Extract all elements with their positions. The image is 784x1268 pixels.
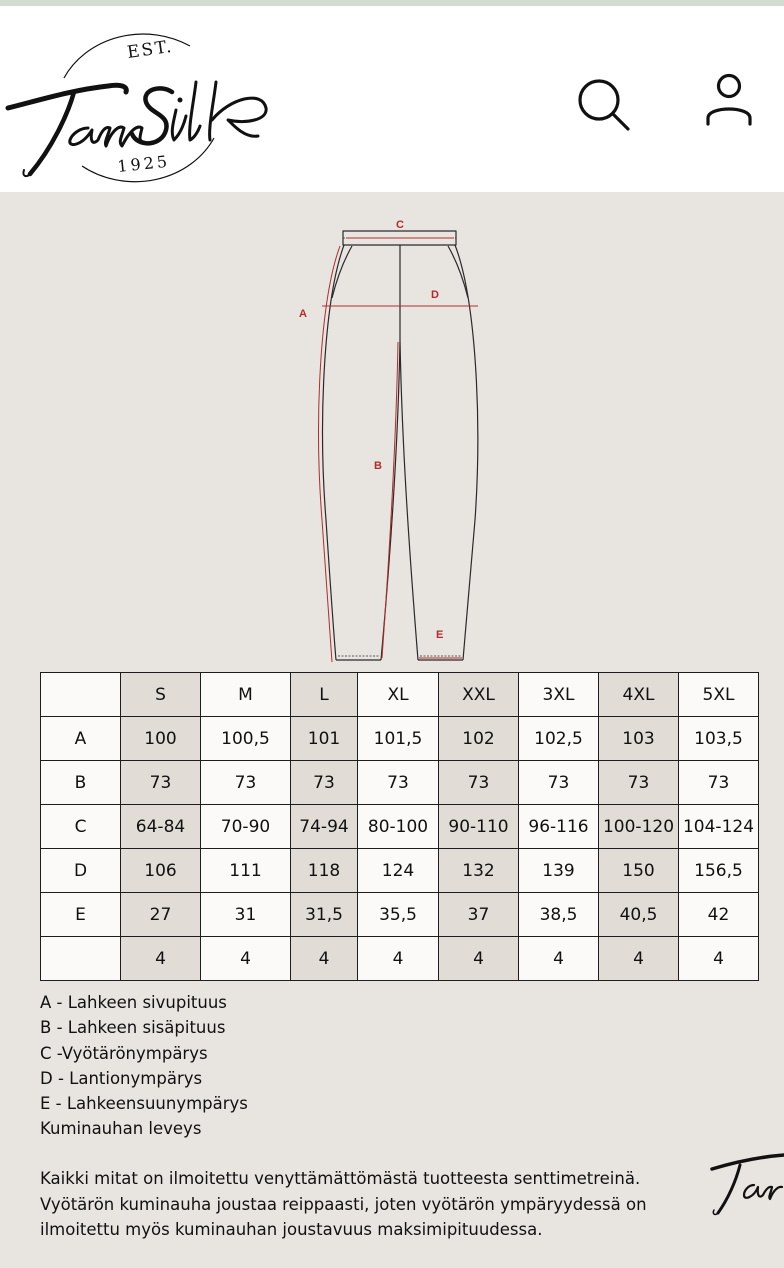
table-cell: 156,5 [679,849,759,893]
table-cell: 64-84 [121,805,201,849]
table-cell: 100 [121,717,201,761]
size-header-xl: XL [358,673,439,717]
pants-measurement-diagram [0,192,784,672]
table-row [41,717,759,761]
table-row [41,849,759,893]
table-cell: 27 [121,893,201,937]
table-cell: 102 [439,717,519,761]
table-cell: 139 [519,849,599,893]
table-cell: 132 [439,849,519,893]
table-cell: 74-94 [291,805,358,849]
table-cell: 80-100 [358,805,439,849]
table-cell: 73 [358,761,439,805]
table-cell: 90-110 [439,805,519,849]
table-cell: 102,5 [519,717,599,761]
legend-item: Kuminauhan leveys [40,1119,202,1139]
table-cell: 4 [519,937,599,981]
search-icon [571,72,635,136]
table-cell: 103 [599,717,679,761]
table-cell: 104-124 [679,805,759,849]
note-line: ilmoitettu myös kuminauhan joustavuus maksimipituudessa. [40,1220,543,1239]
table-cell: 4 [201,937,291,981]
search-button[interactable] [571,72,635,136]
table-row [41,893,759,937]
logo-year: 1925 [116,151,171,176]
table-cell: 150 [599,849,679,893]
table-row [41,937,759,981]
table-cell: 124 [358,849,439,893]
note-line: Vyötärön kuminauha joustaa reippaasti, joten vyötärön ympäryydessä on [40,1194,647,1214]
pants-outline [323,231,478,660]
row-label: A [41,717,121,761]
table-cell: 73 [679,761,759,805]
table-cell: 96-116 [519,805,599,849]
table-cell: 35,5 [358,893,439,937]
table-cell: 73 [121,761,201,805]
legend-item: D - Lantionympärys [40,1068,203,1088]
table-cell: 4 [599,937,679,981]
tamsilk-logo[interactable] [0,16,280,186]
note-line: Kaikki mitat on ilmoitettu venyttämättömästä tuotteesta senttimetreinä. [40,1169,641,1188]
label-d: D [431,289,439,301]
table-cell: 4 [439,937,519,981]
table-corner-cell [41,673,121,717]
row-label: B [41,761,121,805]
size-header-4xl: 4XL [599,673,679,717]
size-header-s: S [121,673,201,717]
account-button[interactable] [697,72,761,136]
label-b: B [374,460,382,472]
size-header-xxl: XXL [439,673,519,717]
label-a: A [299,308,307,320]
table-header-row [41,673,759,717]
table-cell: 118 [291,849,358,893]
measurement-legend [40,990,248,1142]
table-cell: 100-120 [599,805,679,849]
size-header-5xl: 5XL [679,673,759,717]
legend-item: C -Vyötärönympärys [40,1043,208,1063]
table-cell: 100,5 [201,717,291,761]
label-e: E [436,629,444,641]
measurement-lines [319,238,478,662]
table-cell: 73 [519,761,599,805]
size-header-l: L [291,673,358,717]
user-icon [697,72,761,136]
legend-item: B - Lahkeen sisäpituus [40,1018,226,1038]
label-c: C [396,219,404,231]
table-cell: 4 [358,937,439,981]
table-cell: 31 [201,893,291,937]
table-cell: 4 [121,937,201,981]
size-chart-table [40,672,759,981]
table-cell: 73 [291,761,358,805]
legend-item: E - Lahkeensuunympärys [40,1094,248,1114]
table-cell: 111 [201,849,291,893]
table-cell: 37 [439,893,519,937]
table-row [41,805,759,849]
size-header-m: M [201,673,291,717]
table-cell: 101,5 [358,717,439,761]
table-cell: 4 [291,937,358,981]
table-cell: 42 [679,893,759,937]
tamsilk-watermark-logo [706,1135,784,1225]
table-cell: 4 [679,937,759,981]
row-label: E [41,893,121,937]
table-cell: 70-90 [201,805,291,849]
measurement-note [40,1166,720,1243]
table-row [41,761,759,805]
table-cell: 38,5 [519,893,599,937]
table-cell: 103,5 [679,717,759,761]
table-cell: 73 [599,761,679,805]
logo-est: EST. [125,36,175,63]
size-header-3xl: 3XL [519,673,599,717]
table-cell: 73 [201,761,291,805]
table-cell: 40,5 [599,893,679,937]
table-cell: 101 [291,717,358,761]
row-label: C [41,805,121,849]
row-label: D [41,849,121,893]
table-cell: 106 [121,849,201,893]
table-cell: 73 [439,761,519,805]
legend-item: A - Lahkeen sivupituus [40,993,227,1012]
site-header [0,6,784,192]
table-cell: 31,5 [291,893,358,937]
row-label [41,937,121,981]
